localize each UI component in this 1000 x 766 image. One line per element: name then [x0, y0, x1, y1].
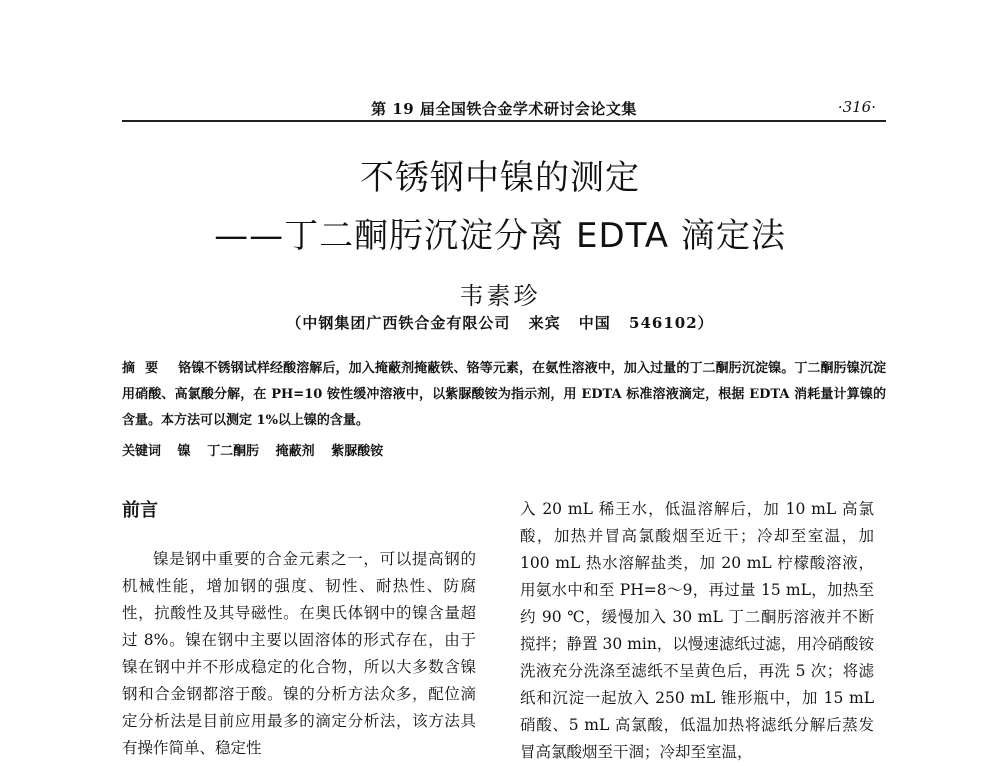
keyword: 掩蔽剂 — [275, 444, 315, 459]
abstract-text: 铬镍不锈钢试样经酸溶解后，加入掩蔽剂掩蔽铁、铬等元素，在氨性溶液中，加入过量的丁二酮肟沉淀镍。丁二酮肟镍沉淀用硝酸、高氯酸分解，在 PH=10 铵性缓冲溶液中，以紫脲酸铵为指示剂，用 EDTA 标准溶液滴定，根据 EDTA 消耗量计算镍的含量。本方法可以测定 1%以上镍的含量。 — [122, 361, 886, 428]
keyword: 镍 — [177, 444, 191, 459]
body-column-right: 入 20 mL 稀王水，低温溶解后，加 10 mL 高氯酸，加热并冒高氯酸烟至近干；冷却至室温，加 100 mL 热水溶解盐类，加 20 mL 柠檬酸溶液，用氨水中和至 PH=8～9，再过量 15 mL，加热至约 90 ℃，缓慢加入 30 mL 丁二酮肟溶液并不断搅拌；静置 30 min，以慢速滤纸过滤，用冷硝酸铵洗液充分洗涤至滤纸不呈黄色后，再洗 5 次；将滤纸和沉淀一起放入 250 mL 锥形瓶中，加 15 mL 硝酸、5 mL 高氯酸，低温加热将滤纸分解后蒸发冒高氯酸烟至干涸；冷却至室温， — [520, 500, 874, 761]
journal-title: 第 19 届全国铁合金学术研讨会论文集 — [371, 100, 637, 118]
keywords-label: 关键词 — [122, 444, 162, 459]
author-name: 韦素珍 — [459, 282, 541, 310]
section-heading: 前言 — [122, 500, 158, 521]
running-header — [122, 96, 886, 122]
body-column-left: 镍是钢中重要的合金元素之一，可以提高钢的机械性能，增加钢的强度、韧性、耐热性、防腐性，抗酸性及其导磁性。在奥氏体钢中的镍含量超过 8%。镍在钢中主要以固溶体的形式存在，由于镍在钢中并不形成稳定的化合物，所以大多数含镍钢和合金钢都溶于酸。镍的分析方法众多，配位滴定分析法是目前应用最多的滴定分析法，该方法具有操作简单、稳定性 — [122, 550, 476, 757]
keyword: 丁二酮肟 — [207, 444, 260, 459]
abstract-label: 摘要 — [122, 361, 169, 376]
abstract — [122, 356, 886, 434]
keyword: 紫脲酸铵 — [331, 444, 384, 459]
paper-subtitle: ——丁二酮肟沉淀分离 EDTA 滴定法 — [214, 216, 786, 256]
paper-title: 不锈钢中镍的测定 — [360, 158, 640, 198]
page-number: ·316· — [837, 98, 876, 116]
keywords — [122, 440, 886, 459]
author-affiliation: （中钢集团广西铁合金有限公司 来宾 中国 546102） — [286, 314, 714, 332]
